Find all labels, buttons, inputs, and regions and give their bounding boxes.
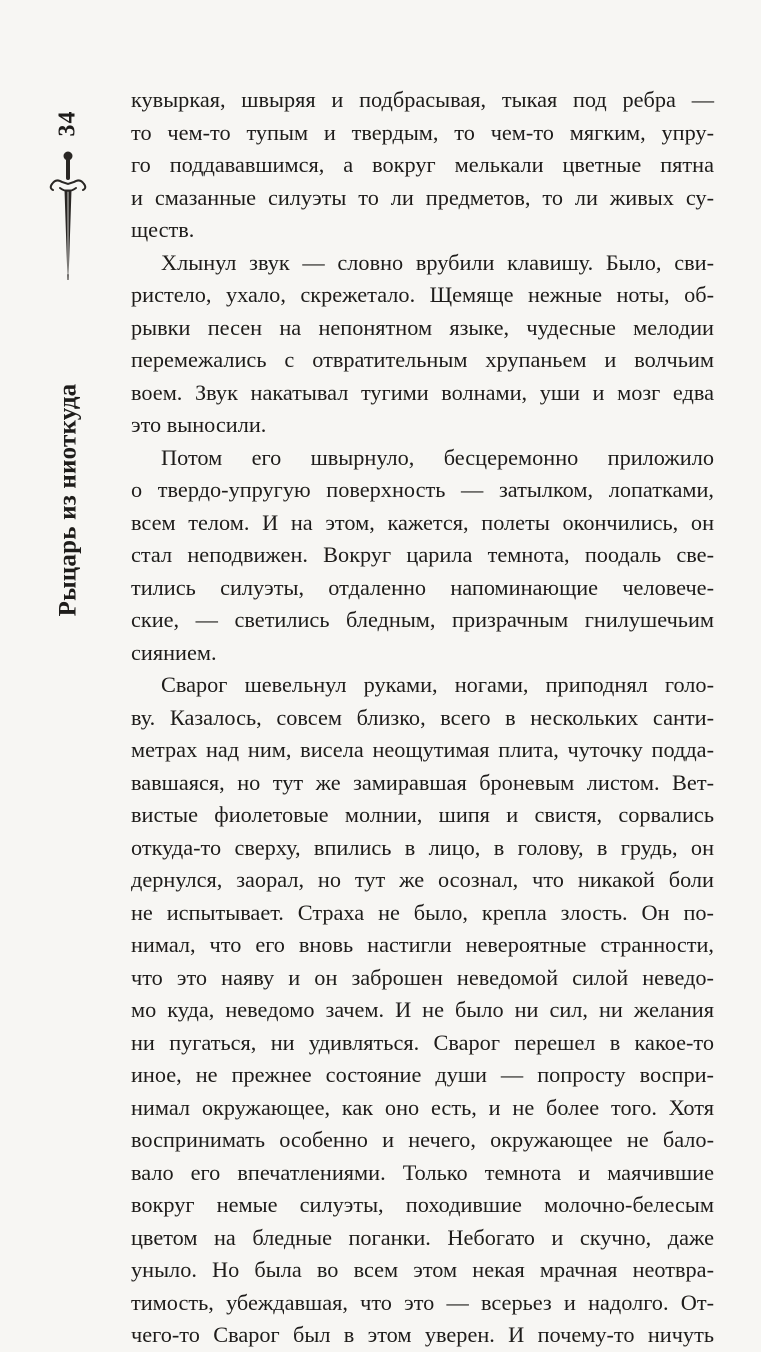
text-line: уныло. Но была во всем этом некая мрачная неотвра- — [131, 1257, 714, 1282]
text-line: мо куда, неведомо зачем. И не было ни сил, ни желания — [131, 997, 714, 1022]
text-line: ни пугаться, ни удивляться. Сварог перешел в какое-то — [131, 1029, 714, 1055]
text-line: кувыркая, швыряя и подбрасывая, тыкая под ребра — — [131, 87, 714, 112]
text-line: всем телом. И на этом, кажется, полеты окончились, он — [131, 509, 714, 535]
text-line: го поддававшимся, а вокруг мелькали цветные пятна — [131, 152, 714, 177]
text-line: воем. Звук накатывал тугими волнами, уши и мозг едва — [131, 379, 714, 405]
text-line: ществ. — [131, 217, 195, 242]
text-line: сиянием. — [131, 639, 217, 665]
page-number-text: 34 — [54, 110, 81, 136]
text-line: цветом на бледные поганки. Небогато и скучно, даже — [131, 1224, 714, 1250]
text-line: то чем-то тупым и твердым, то чем-то мягким, упру- — [131, 119, 714, 145]
dagger-icon — [46, 148, 90, 288]
text-line: тились силуэты, отдаленно напоминающие человече- — [131, 574, 714, 600]
text-line: и смазанные силуэты то ли предметов, то ли живых су- — [131, 184, 714, 210]
text-line: стал неподвижен. Вокруг царила темнота, поодаль све- — [131, 542, 714, 567]
margin-header — [40, 70, 100, 890]
text-line: воспринимать особенно и нечего, окружающее не бало- — [131, 1127, 714, 1152]
text-line: что это наяву и он заброшен неведомой силой неведо- — [131, 964, 714, 990]
text-line: нимал, что его вновь настигли невероятные странности, — [131, 932, 714, 957]
text-line: Потом его швырнуло, бесцеремонно приложило — [161, 444, 714, 470]
text-line: вавшаяся, но тут же замиравшая броневым листом. Вет- — [131, 769, 714, 795]
text-line: Сварог шевельнул руками, ногами, приподнял голо- — [161, 672, 714, 697]
text-line: рывки песен на непонятном языке, чудесные мелодии — [131, 314, 714, 340]
text-line: нимал окружающее, как оно есть, и не более того. Хотя — [131, 1094, 714, 1120]
text-line: о твердо-упругую поверхность — затылком, лопатками, — [131, 477, 714, 502]
text-line: ские, — светились бледным, призрачным гнилушечьим — [131, 607, 714, 632]
text-line: иное, не прежнее состояние души — попросту воспри- — [131, 1062, 714, 1087]
text-line: чего-то Сварог был в этом уверен. И почему-то ничуть — [131, 1322, 714, 1347]
text-line: вокруг немые силуэты, походившие молочно-белесым — [131, 1192, 714, 1217]
text-line: не испытывает. Страха не было, крепла злость. Он по- — [131, 899, 714, 925]
running-title — [40, 300, 96, 700]
text-line: дернулся, заорал, но тут же осознал, что никакой боли — [131, 867, 714, 892]
text-line: перемежались с отвратительным хрупаньем и волчьим — [131, 347, 714, 372]
text-line: тимость, убеждавшая, что это — всерьез и надолго. От- — [131, 1289, 714, 1315]
text-line: ву. Казалось, совсем близко, всего в нескольких санти- — [131, 704, 714, 730]
text-line: вистые фиолетовые молнии, шипя и свистя, сорвались — [131, 802, 714, 827]
text-line: ристело, ухало, скрежетало. Щемяще нежные ноты, об- — [131, 282, 714, 307]
text-line: откуда-то сверху, впились в лицо, в голову, в грудь, он — [131, 834, 714, 860]
text-line: вало его впечатлениями. Только темнота и маячившие — [131, 1159, 714, 1185]
running-title-text: Рыцарь из ниоткуда — [54, 383, 82, 617]
text-line: Хлынул звук — словно врубили клавишу. Было, сви- — [161, 249, 714, 275]
text-line: это выносили. — [131, 412, 267, 437]
body-text — [131, 84, 714, 1352]
text-line: метрах над ним, висела неощутимая плита, чуточку подда- — [131, 737, 714, 762]
